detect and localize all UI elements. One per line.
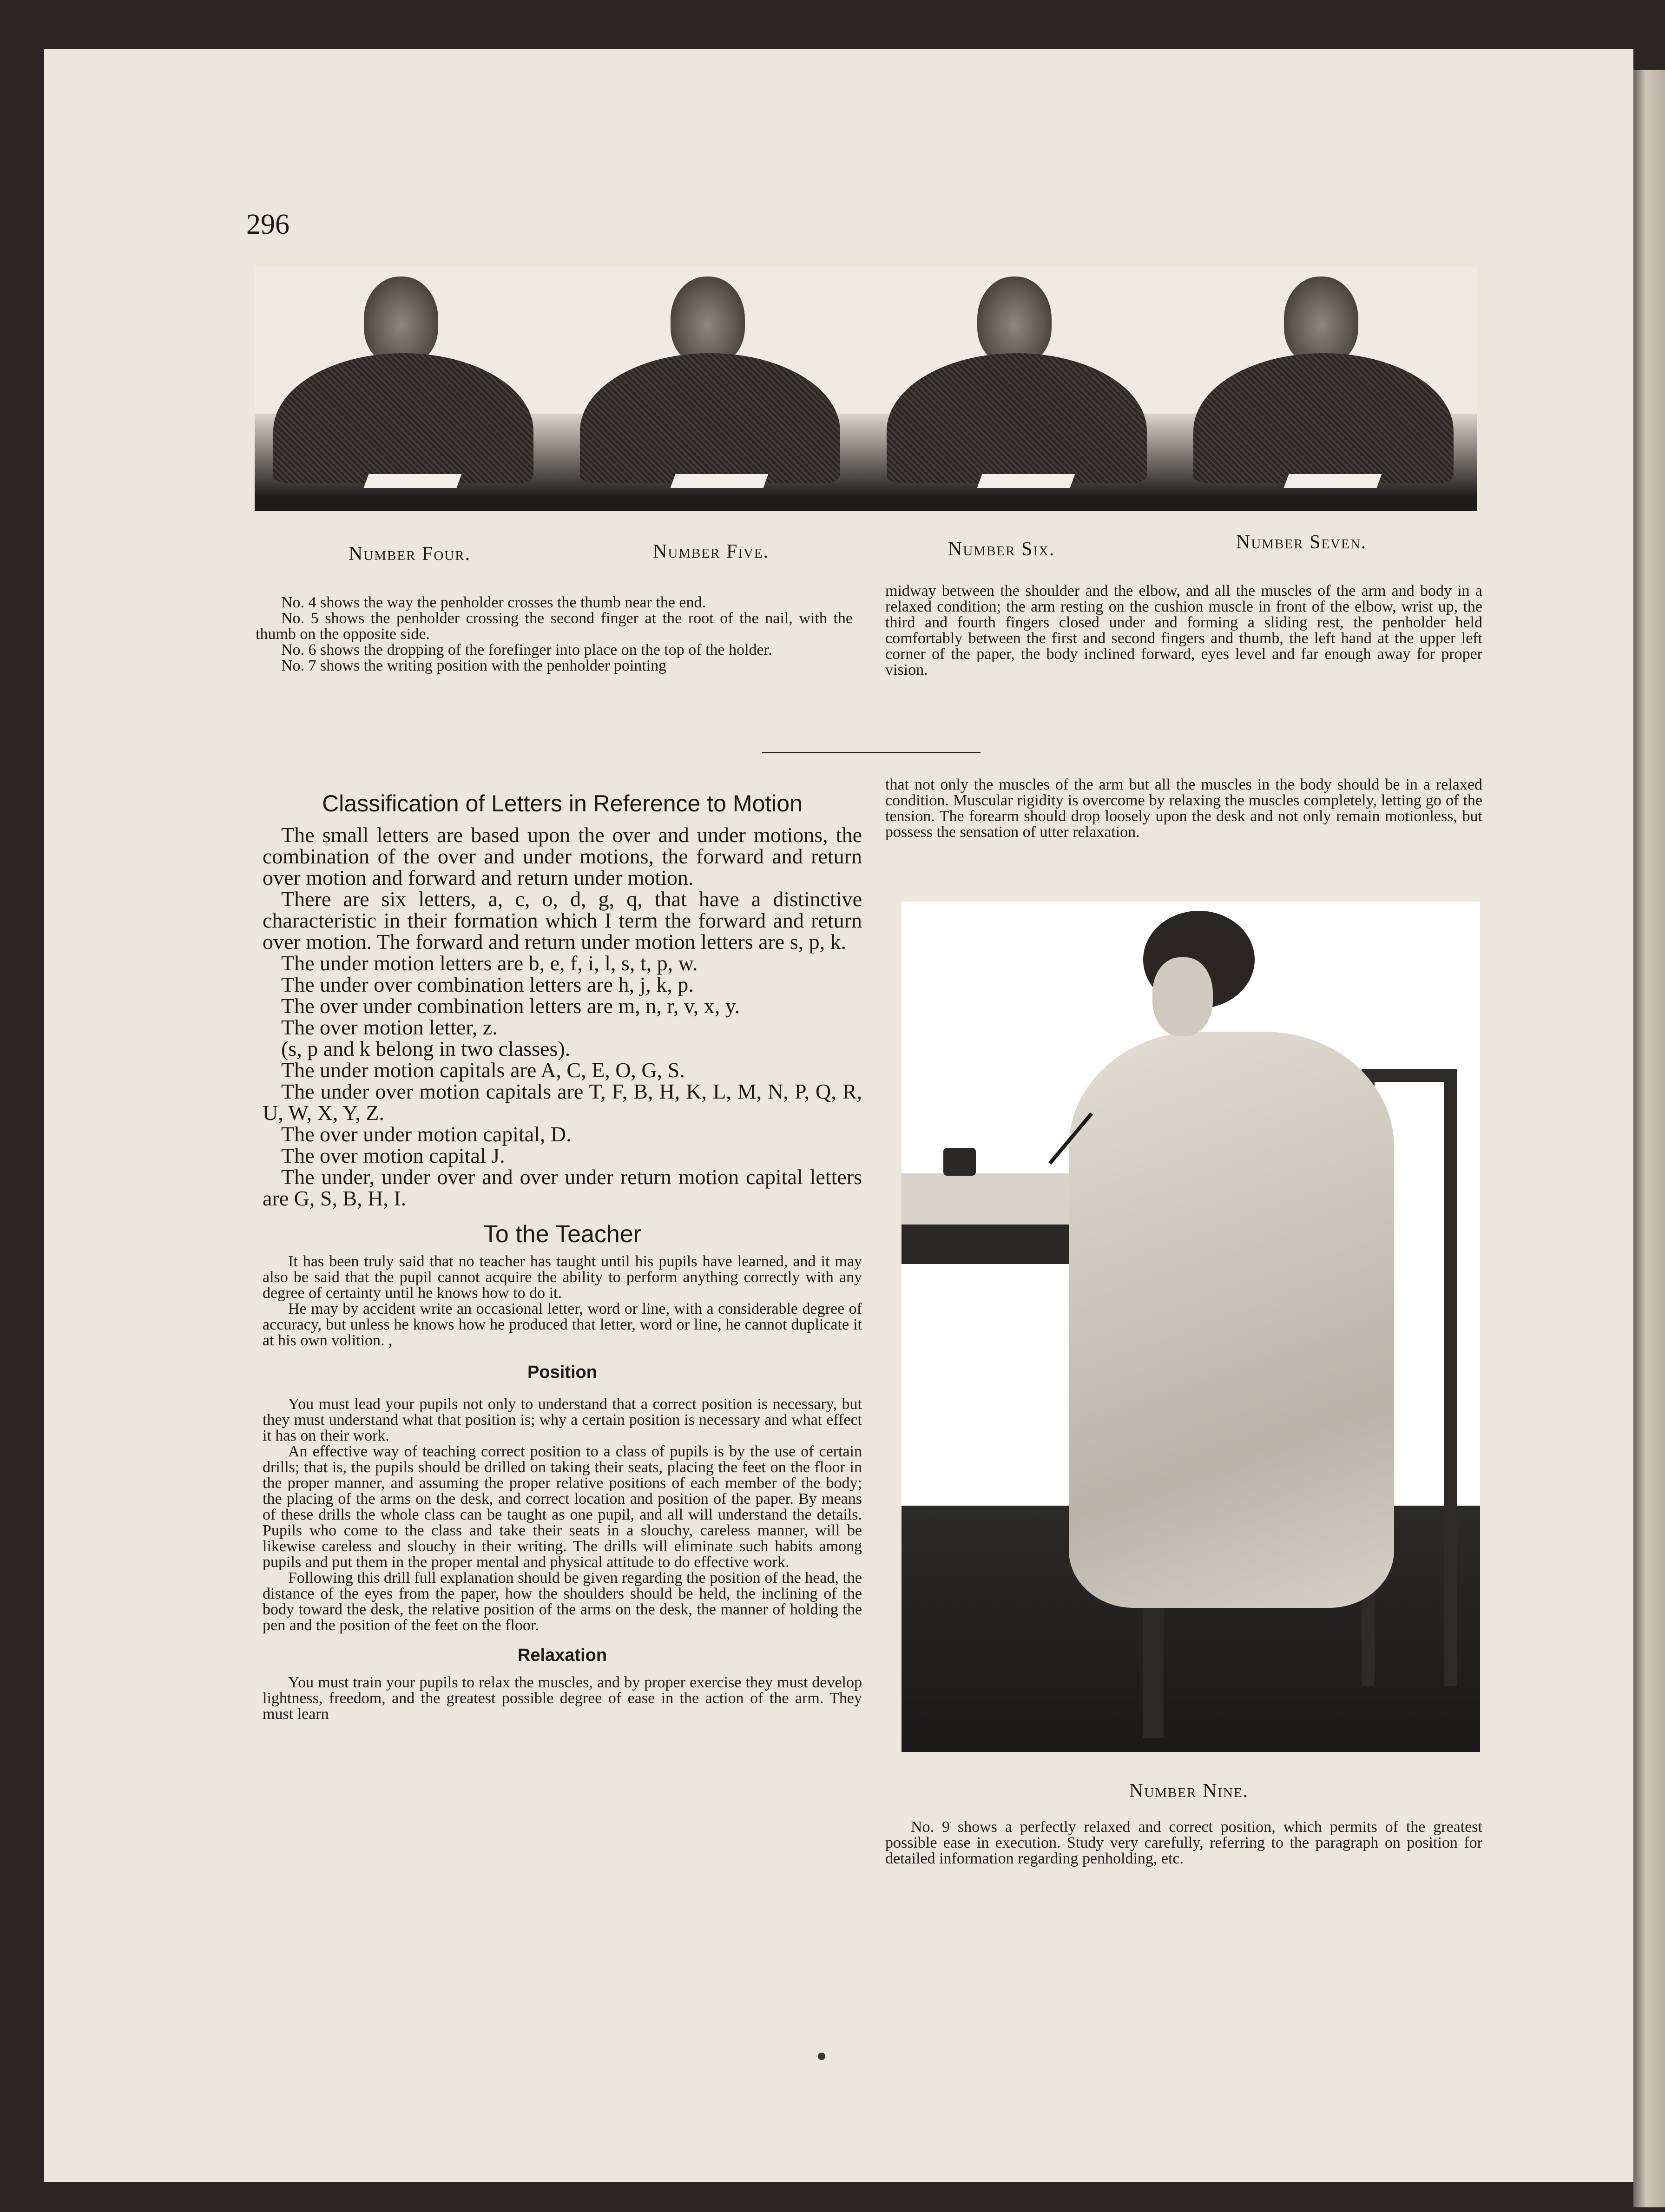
description-no-7: No. 7 shows the writing position with the penholder pointing xyxy=(281,657,667,674)
position-paragraph: An effective way of teaching correct position to a class of pupils is by the use of certain drills; that is, the pupils should be drilled on taking their seats, placing the feet on the floor in the proper manner, and assuming the proper relative positions of each member of the body; the placing of the arms on the desk, and correct location and position of the paper. By means of these drills the whole class can be taught as one pupil, and all will understand the details. Pupils who come to the class and take their seats in a slouchy, careless manner, will be likewise careless and slouchy in their writing. The drills will eliminate such habits among pupils and put them in the proper mental and physical attitude to do effective work. xyxy=(263,1443,862,1571)
position-text xyxy=(263,1396,862,1633)
classification-paragraph: The over under motion capital, D. xyxy=(281,1122,572,1146)
relaxation-heading: Relaxation xyxy=(517,1646,607,1665)
caption-number-six: Number Six. xyxy=(948,539,1055,560)
section-divider xyxy=(762,752,981,753)
photo-number-five xyxy=(561,267,863,511)
page-number: 296 xyxy=(246,209,290,240)
classification-paragraph: The small letters are based upon the over and under motions, the combination of the over and under motions, the forward and return over motion and forward and return under motion. xyxy=(263,823,862,889)
teacher-paragraph: He may by accident write an occasional letter, word or line, with a considerable degree of accuracy, but unless he knows how he produced that letter, word or line, he cannot duplicate it at his own volition. , xyxy=(263,1300,862,1349)
description-no-9: No. 9 shows a perfectly relaxed and correct position, which permits of the greatest possible ease in execution. Study very carefully, referring to the paragraph on position for detailed information regarding penholding, etc. xyxy=(885,1818,1482,1867)
classification-paragraph: The under over combination letters are h, j, k, p. xyxy=(281,973,694,996)
relaxation-continued: that not only the muscles of the arm but all the muscles in the body should be in a relaxed condition. Muscular rigidity is overcome by relaxing the muscles completely, letting go of the tension. The forearm should drop loosely upon the desk and not only remain motionless, but possess the sensation of utter relaxation. xyxy=(885,776,1482,841)
classification-paragraph: (s, p and k belong in two classes). xyxy=(281,1037,571,1060)
relaxation-text xyxy=(263,1675,862,1722)
photo-number-six xyxy=(868,267,1170,511)
classification-text xyxy=(263,824,862,1209)
classification-paragraph: The under motion letters are b, e, f, i, l, s, t, p, w. xyxy=(281,951,698,975)
classification-paragraph: There are six letters, a, c, o, d, g, q, that have a distinctive characteristic in their formation which I term the forward and return over motion. The forward and return under motion letters are s, p, k. xyxy=(263,887,862,954)
caption-number-four: Number Four. xyxy=(349,543,471,565)
photo-number-four xyxy=(255,267,557,511)
classification-paragraph: The over under combination letters are m, n, r, v, x, y. xyxy=(281,994,740,1018)
classification-heading: Classification of Letters in Reference to Motion xyxy=(322,790,803,816)
caption-number-seven: Number Seven. xyxy=(1236,532,1367,553)
page-dot xyxy=(818,2053,825,2060)
description-no-5: No. 5 shows the penholder crossing the second finger at the root of the nail, with the thumb on the opposite side. xyxy=(256,610,853,643)
caption-number-nine: Number Nine. xyxy=(1129,1780,1249,1802)
photo-number-seven xyxy=(1175,267,1477,511)
classification-paragraph: The under over motion capitals are T, F, B, H, K, L, M, N, P, Q, R, U, W, X, Y, Z. xyxy=(263,1080,862,1125)
teacher-paragraph: It has been truly said that no teacher has taught until his pupils have learned, and it may also be said that the pupil cannot acquire the ability to perform anything correctly with any degree of certainty until he knows how to do it. xyxy=(263,1253,862,1302)
position-heading: Position xyxy=(527,1363,597,1382)
facing-page-edge xyxy=(1633,70,1665,2207)
classification-paragraph: The over motion letter, z. xyxy=(281,1015,498,1039)
caption-number-five: Number Five. xyxy=(653,541,770,562)
teacher-text xyxy=(263,1254,862,1349)
description-no-4: No. 4 shows the way the penholder crosses the thumb near the end. xyxy=(281,594,706,611)
photo-descriptions-right xyxy=(885,583,1482,678)
penholding-photo-strip xyxy=(255,267,1477,511)
right-column-text xyxy=(885,777,1482,840)
relaxation-paragraph: You must train your pupils to relax the muscles, and by proper exercise they must develop lightness, freedom, and the greatest possible degree of ease in the action of the arm. They must learn xyxy=(263,1674,862,1723)
classification-paragraph: The over motion capital J. xyxy=(281,1144,505,1167)
description-no-7-continued: midway between the shoulder and the elbow, and all the muscles of the arm and body in a relaxed condition; the arm resting on the cushion muscle in front of the elbow, wrist up, the third and fourth fingers closed under and forming a sliding rest, the penholder held comfortably between the first and second fingers and thumb, the left hand at the upper left corner of the paper, the body inclined forward, eyes level and far enough away for proper vision. xyxy=(885,582,1482,678)
classification-paragraph: The under, under over and over under return motion capital letters are G, S, B, H, I. xyxy=(263,1165,862,1210)
position-paragraph: You must lead your pupils not only to understand that a correct position is necessary, but they must understand what that position is; why a certain position is necessary and what effect it has on their work. xyxy=(263,1396,862,1444)
description-no-6: No. 6 shows the dropping of the forefinger into place on the top of the holder. xyxy=(281,641,772,658)
photo-number-nine xyxy=(902,902,1480,1752)
position-paragraph: Following this drill full explanation should be given regarding the position of the head, the distance of the eyes from the paper, how the shoulders should be held, the inclining of the body toward the desk, the relative position of the arms on the desk, the manner of holding the pen and the position of the feet on the floor. xyxy=(263,1569,862,1634)
figure-nine-description xyxy=(885,1819,1482,1867)
classification-paragraph: The under motion capitals are A, C, E, O, G, S. xyxy=(281,1058,685,1082)
photo-descriptions-left xyxy=(256,595,853,674)
teacher-heading: To the Teacher xyxy=(483,1221,642,1248)
left-column xyxy=(263,790,862,1722)
